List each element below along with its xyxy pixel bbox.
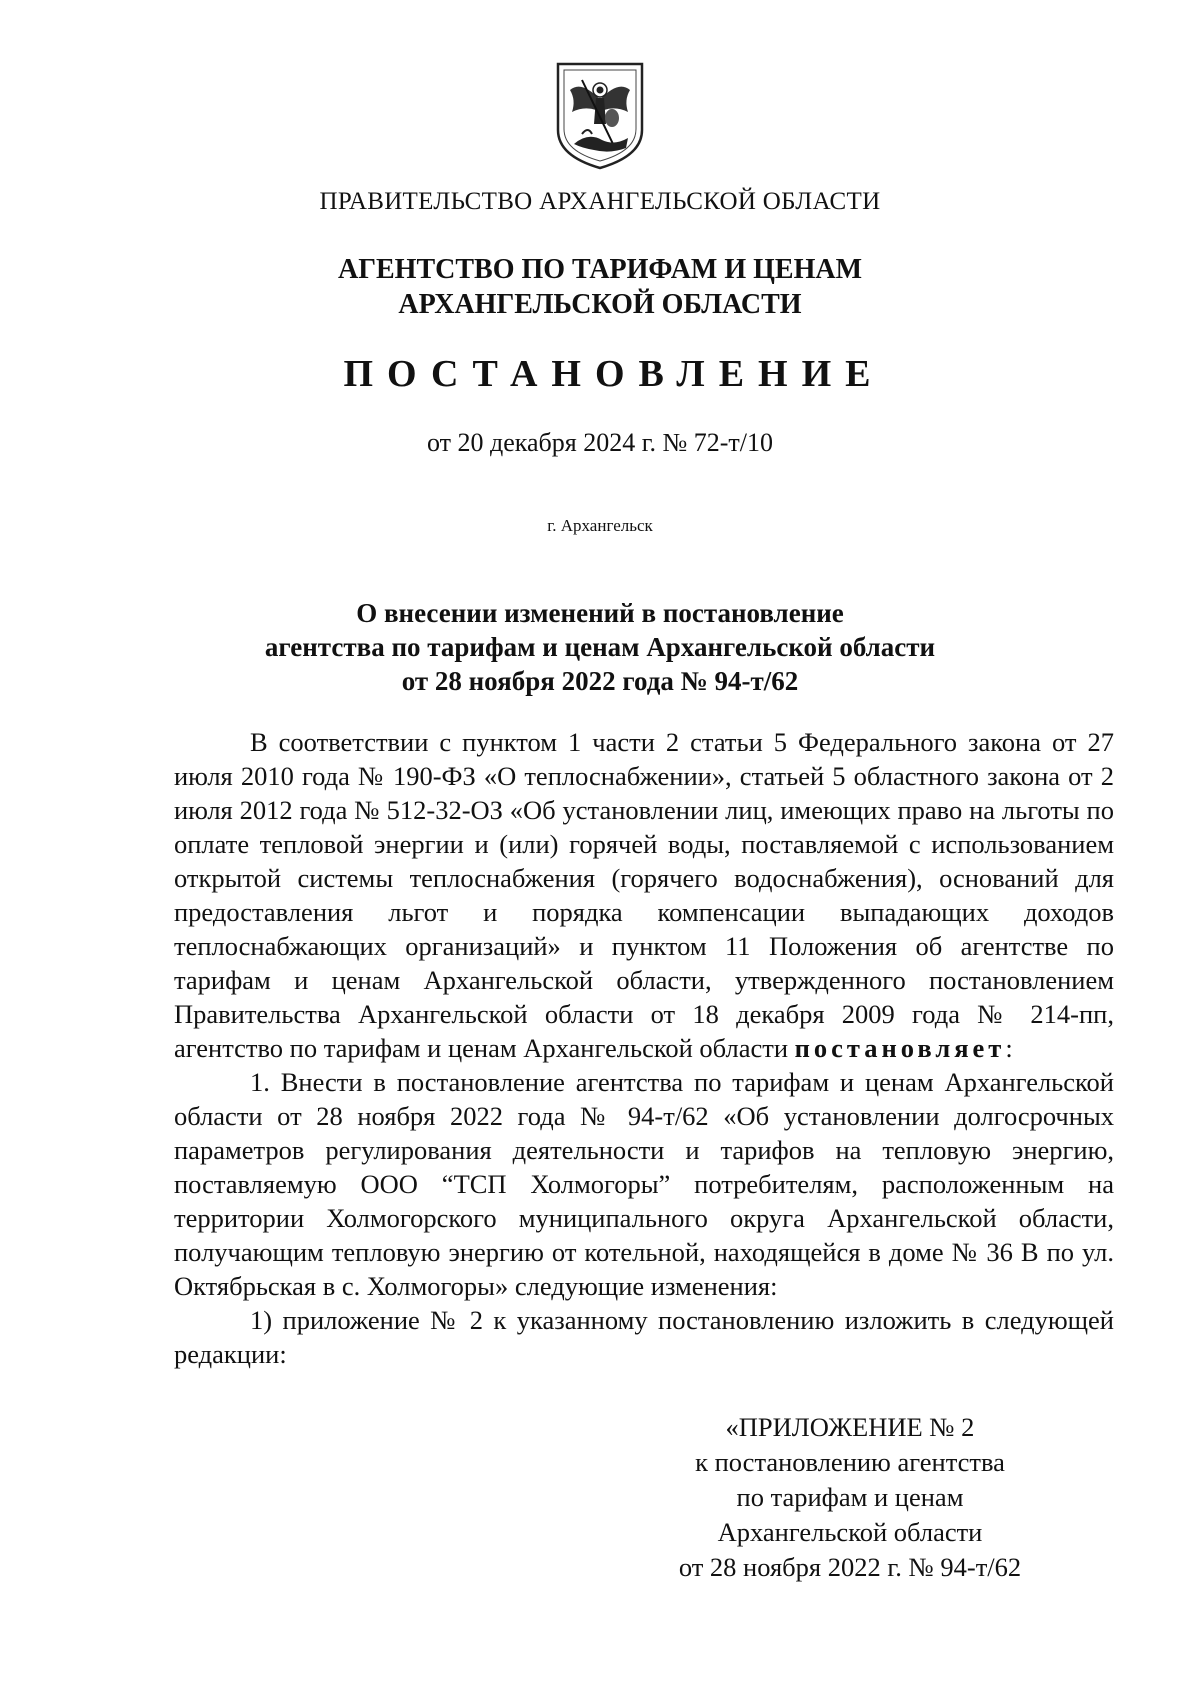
document-body <box>174 725 1114 1371</box>
preamble-text: В соответствии с пунктом 1 части 2 статьи 5 Федерального закона от 27 июля 2010 года № 190-ФЗ «О теплоснабжении», статьей 5 областного закона от 2 июля 2012 года № 512-32-ОЗ «Об установлении лиц, имеющих право на льготы по оплате тепловой энергии и (или) горячей воды, поставляемой с использованием открытой системы теплоснабжения (горячего водоснабжения), оснований для предоставления льгот и порядка компенсации выпадающих доходов теплоснабжающих организаций» и пунктом 11 Положения об агентстве по тарифам и ценам Архангельской области, утвержденного постановлением Правительства Архангельской области от 18 декабря 2009 года № 214-пп, агентство по тарифам и ценам Архангельской области <box>174 727 1114 1063</box>
appendix-line5: от 28 ноября 2022 г. № 94-т/62 <box>678 1552 1022 1582</box>
appendix-line2: к постановлению агентства <box>695 1447 1005 1477</box>
document-subject <box>0 596 1200 698</box>
resolves-word: постановляет <box>794 1033 1006 1063</box>
item-1-1-paragraph: 1) приложение № 2 к указанному постановлению изложить в следующей редакции: <box>174 1305 1114 1369</box>
item-1-paragraph: 1. Внести в постановление агентства по тарифам и ценам Архангельской области от 28 ноября 2022 года № 94-т/62 «Об установлении долгосрочных параметров регулирования деятельности и тарифов на тепловую энергию, поставляемую ООО “ТСП Холмогоры” потребителям, расположенным на территории Холмогорского муниципального округа Архангельской области, получающим тепловую энергию от котельной, находящейся в доме № 36 В по ул. Октябрьская в с. Холмогоры» следующие изменения: <box>174 1067 1114 1301</box>
document-date-number: от 20 декабря 2024 г. № 72-т/10 <box>426 428 774 457</box>
appendix-line3: по тарифам и ценам <box>736 1482 964 1512</box>
appendix-heading <box>640 1410 1060 1585</box>
coat-of-arms-icon <box>552 60 648 172</box>
agency-name <box>0 252 1200 322</box>
preamble-paragraph <box>174 725 1114 1065</box>
appendix-line1: «ПРИЛОЖЕНИЕ № 2 <box>725 1412 975 1442</box>
subject-line3: от 28 ноября 2022 года № 94-т/62 <box>401 666 799 696</box>
government-name: ПРАВИТЕЛЬСТВО АРХАНГЕЛЬСКОЙ ОБЛАСТИ <box>319 188 881 215</box>
agency-name-line1: АГЕНТСТВО ПО ТАРИФАМ И ЦЕНАМ <box>337 254 863 285</box>
document-type: ПОСТАНОВЛЕНИЕ <box>343 353 885 395</box>
subject-line1: О внесении изменений в постановление <box>356 598 844 628</box>
appendix-line4: Архангельской области <box>717 1517 983 1547</box>
subject-line2: агентства по тарифам и ценам Архангельской области <box>264 632 936 662</box>
resolves-colon: : <box>1005 1033 1013 1063</box>
agency-name-line2: АРХАНГЕЛЬСКОЙ ОБЛАСТИ <box>398 289 802 320</box>
document-city: г. Архангельск <box>547 516 653 535</box>
